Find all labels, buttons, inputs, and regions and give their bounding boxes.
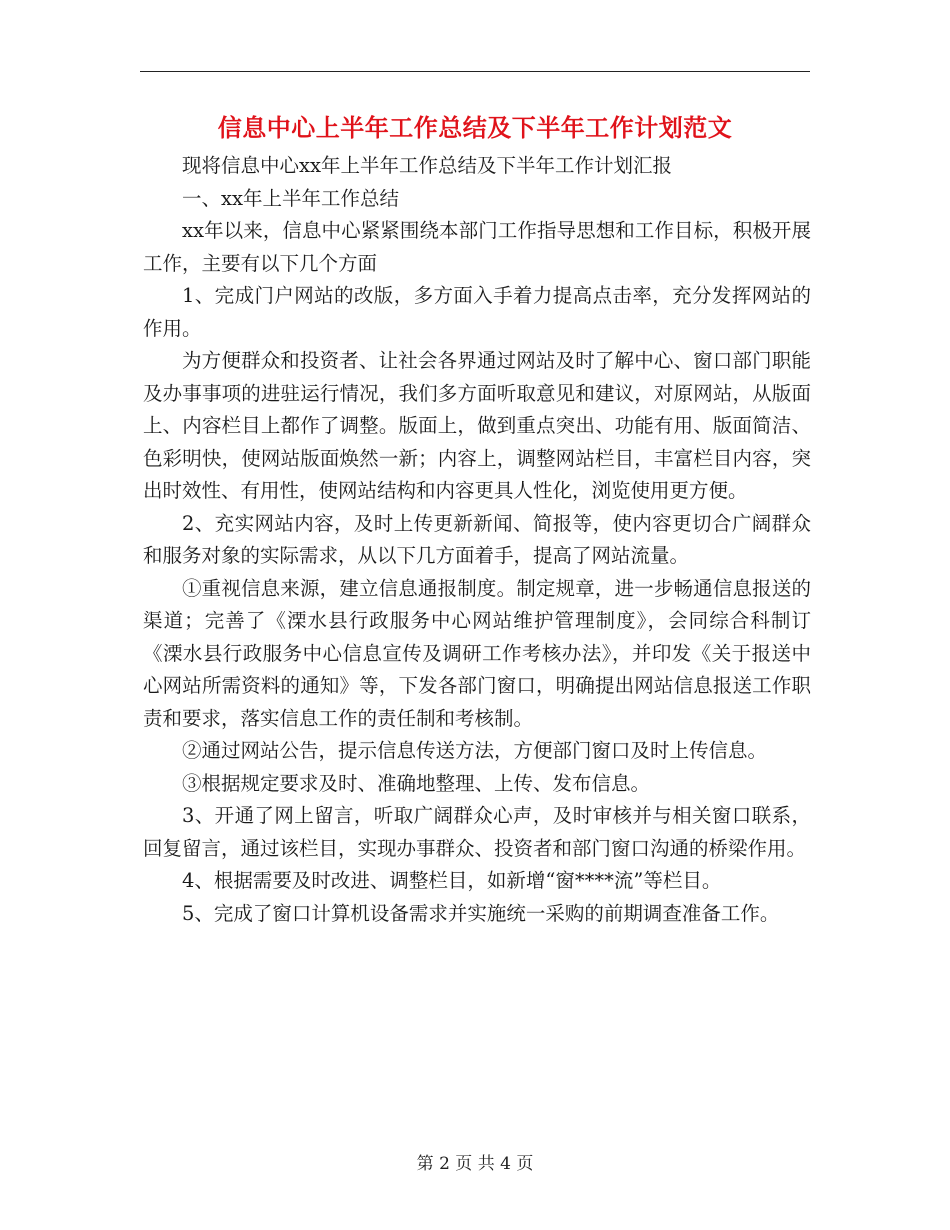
paragraph: ①重视信息来源，建立信息通报制度。制定规章，进一步畅通信息报送的渠道；完善了《溧水县行政服务中心网站维护管理制度》，会同综合科制订《溧水县行政服务中心信息宣传及调研工作考核办法》，并印发《关于报送中心网站所需资料的通知》等，下发各部门窗口，明确提出网站信息报送工作职责和要求，落实信息工作的责任制和考核制。 [143,576,811,730]
paragraph: ③根据规定要求及时、准确地整理、上传、发布信息。 [182,771,651,795]
paragraph: 现将信息中心xx年上半年工作总结及下半年工作计划汇报 [182,154,672,177]
page-number-footer: 第 2 页 共 4 页 [416,1154,534,1174]
document-body [143,150,811,930]
header-rule [140,71,810,72]
paragraph: ②通过网站公告，提示信息传送方法，方便部门窗口及时上传信息。 [182,739,768,762]
paragraph: 4、根据需要及时改进、调整栏目，如新增“窗****流”等栏目。 [182,869,722,892]
document-title: 信息中心上半年工作总结及下半年工作计划范文 [217,113,733,142]
section-heading: 一、xx年上半年工作总结 [182,186,399,210]
paragraph: 5、完成了窗口计算机设备需求并实施统一采购的前期调查准备工作。 [182,901,780,925]
paragraph: xx年以来，信息中心紧紧围绕本部门工作指导思想和工作目标，积极开展工作，主要有以下几个方面 [143,219,811,275]
paragraph: 3、开通了网上留言，听取广阔群众心声，及时审核并与相关窗口联系，回复留言，通过该栏目，实现办事群众、投资者和部门窗口沟通的桥梁作用。 [143,804,811,860]
paragraph: 为方便群众和投资者、让社会各界通过网站及时了解中心、窗口部门职能及办事事项的进驻运行情况，我们多方面听取意见和建议，对原网站，从版面上、内容栏目上都作了调整。版面上，做到重点突出、功能有用、版面简洁、色彩明快，使网站版面焕然一新；内容上，调整网站栏目，丰富栏目内容，突出时效性、有用性，使网站结构和内容更具人性化，浏览使用更方便。 [143,349,811,502]
paragraph: 2、充实网站内容，及时上传更新新闻、简报等，使内容更切合广阔群众和服务对象的实际需求，从以下几方面着手，提高了网站流量。 [143,511,811,567]
paragraph: 1、完成门户网站的改版，多方面入手着力提高点击率，充分发挥网站的作用。 [143,284,811,340]
